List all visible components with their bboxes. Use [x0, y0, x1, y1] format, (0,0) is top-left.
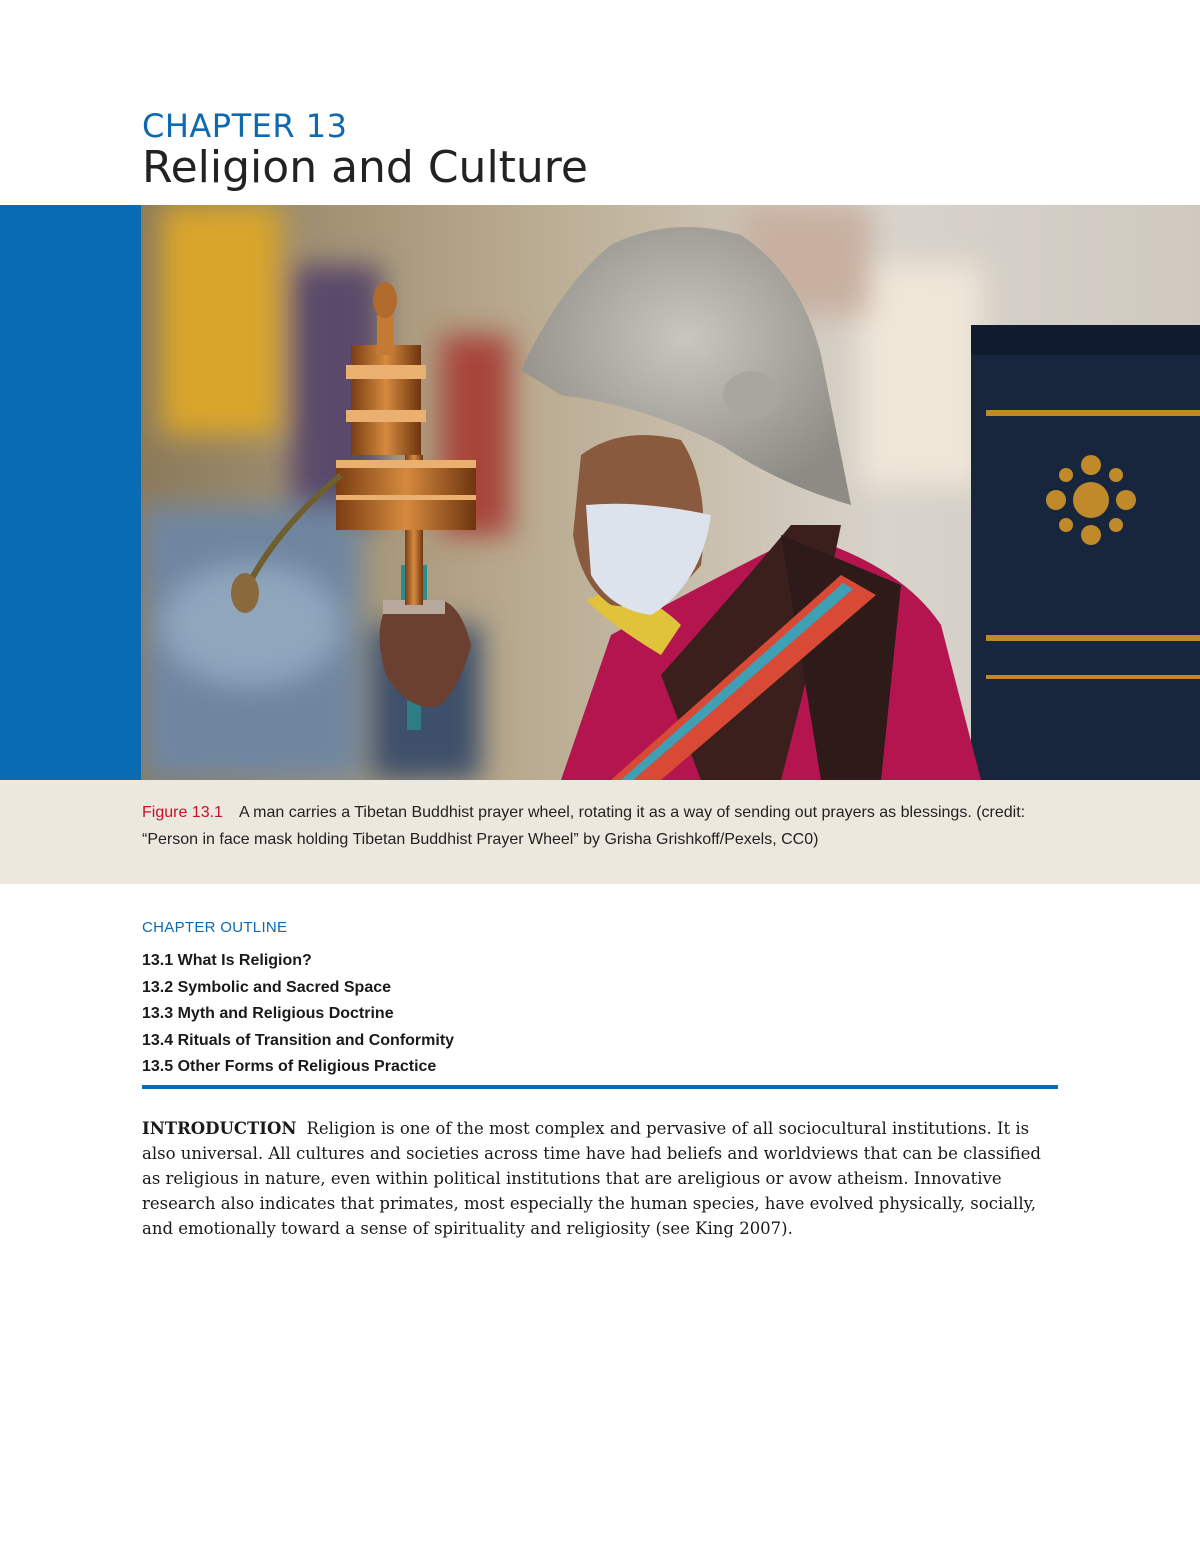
chapter-outline: [142, 948, 454, 1081]
outline-item[interactable]: 13.3 Myth and Religious Doctrine: [142, 1005, 394, 1022]
chapter-label: CHAPTER 13: [142, 107, 348, 145]
figure-caption-text: A man carries a Tibetan Buddhist prayer wheel, rotating it as a way of sending out prayers as blessings. (credit: “Person in face mask holding Tibetan Buddhist Prayer Wheel” by Grisha Grishkoff/Pexels, CC0): [142, 804, 1026, 848]
chapter-photo: [141, 205, 1200, 780]
figure-label: Figure 13.1: [142, 804, 223, 821]
chapter-title: Religion and Culture: [142, 142, 588, 193]
introduction-label: INTRODUCTION: [142, 1119, 297, 1138]
outline-heading: CHAPTER OUTLINE: [142, 919, 288, 936]
outline-item[interactable]: 13.4 Rituals of Transition and Conformity: [142, 1031, 455, 1049]
introduction-text: Religion is one of the most complex and pervasive of all sociocultural institutions. It is also universal. All cultures and societies across time have had beliefs and worldviews that can be classified as religious in nature, even within political institutions that are areligious or avow atheism. Innovative research also indicates that primates, most especially the human species, have evolved physically, socially, and emotionally toward a sense of spirituality and religiosity (see King 2007).: [142, 1119, 1041, 1238]
side-accent-bar: [0, 205, 141, 780]
outline-item[interactable]: 13.5 Other Forms of Religious Practice: [142, 1058, 437, 1075]
section-divider: [142, 1085, 1058, 1089]
outline-item[interactable]: 13.1 What Is Religion?: [142, 952, 312, 969]
introduction-paragraph: [142, 1116, 1058, 1241]
figure-caption: [142, 799, 1042, 853]
outline-item[interactable]: 13.2 Symbolic and Sacred Space: [142, 978, 392, 996]
